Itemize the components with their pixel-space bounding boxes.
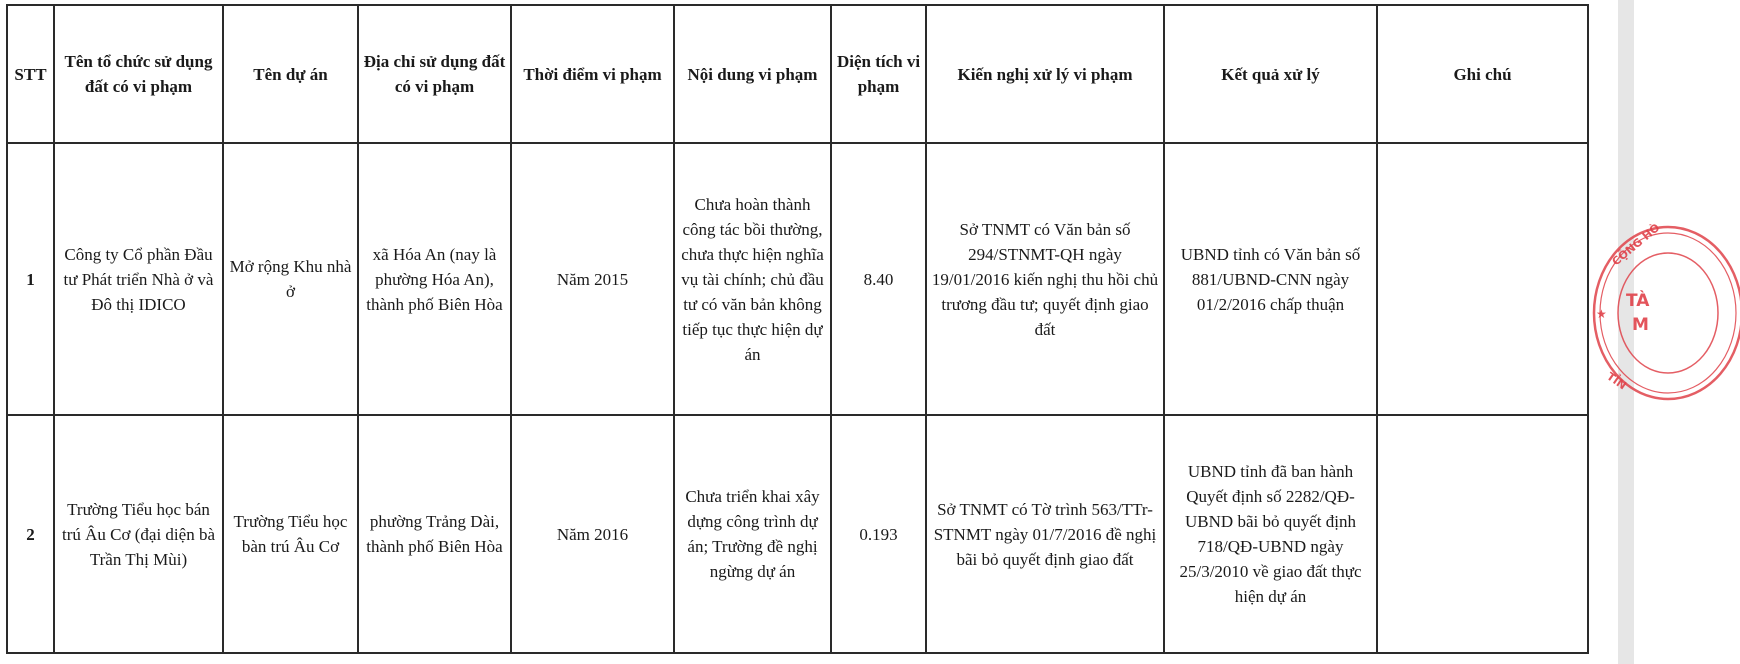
header-area: Diện tích vi phạm xyxy=(831,5,926,143)
cell-project: Trường Tiểu học bàn trú Âu Cơ xyxy=(223,415,358,653)
cell-note xyxy=(1377,143,1588,415)
cell-project: Mở rộng Khu nhà ở xyxy=(223,143,358,415)
cell-organization: Trường Tiểu học bán trú Âu Cơ (đại diện bà Trần Thị Mùi) xyxy=(54,415,223,653)
header-organization: Tên tổ chức sử dụng đất có vi phạm xyxy=(54,5,223,143)
cell-result: UBND tỉnh có Văn bản số 881/UBND-CNN ngày 01/2/2016 chấp thuận xyxy=(1164,143,1377,415)
stamp-text-ta: TÀ xyxy=(1626,291,1650,311)
header-time: Thời điểm vi phạm xyxy=(511,5,674,143)
stamp-star-icon: ★ xyxy=(1596,307,1607,321)
cell-address: xã Hóa An (nay là phường Hóa An), thành phố Biên Hòa xyxy=(358,143,511,415)
stamp-text-top: CỘNG HÒ xyxy=(1609,221,1663,269)
cell-stt: 2 xyxy=(7,415,54,653)
cell-content: Chưa triển khai xây dựng công trình dự án; Trường đề nghị ngừng dự án xyxy=(674,415,831,653)
red-seal-stamp-icon xyxy=(1590,218,1740,408)
cell-recommendation: Sở TNMT có Văn bản số 294/STNMT-QH ngày 19/01/2016 kiến nghị thu hồi chủ trương đầu tư; quyết định giao đất xyxy=(926,143,1164,415)
header-result: Kết quả xử lý xyxy=(1164,5,1377,143)
cell-note xyxy=(1377,415,1588,653)
header-note: Ghi chú xyxy=(1377,5,1588,143)
table-row xyxy=(7,143,1588,415)
cell-area: 0.193 xyxy=(831,415,926,653)
table-row xyxy=(7,415,1588,653)
page-margin xyxy=(1618,0,1634,664)
stamp-text-m: M xyxy=(1632,315,1649,335)
cell-time: Năm 2016 xyxy=(511,415,674,653)
header-address: Địa chỉ sử dụng đất có vi phạm xyxy=(358,5,511,143)
land-violation-table xyxy=(6,4,1589,654)
cell-address: phường Trảng Dài, thành phố Biên Hòa xyxy=(358,415,511,653)
header-recommendation: Kiến nghị xử lý vi phạm xyxy=(926,5,1164,143)
header-content: Nội dung vi phạm xyxy=(674,5,831,143)
cell-organization: Công ty Cổ phần Đầu tư Phát triển Nhà ở và Đô thị IDICO xyxy=(54,143,223,415)
cell-content: Chưa hoàn thành công tác bồi thường, chưa thực hiện nghĩa vụ tài chính; chủ đầu tư có văn bản không tiếp tục thực hiện dự án xyxy=(674,143,831,415)
cell-time: Năm 2015 xyxy=(511,143,674,415)
table-header-row xyxy=(7,5,1588,143)
header-stt: STT xyxy=(7,5,54,143)
cell-recommendation: Sở TNMT có Tờ trình 563/TTr-STNMT ngày 01/7/2016 đề nghị bãi bỏ quyết định giao đất xyxy=(926,415,1164,653)
stamp-text-bottom: TỈN xyxy=(1604,369,1629,393)
cell-result: UBND tỉnh đã ban hành Quyết định số 2282/QĐ-UBND bãi bỏ quyết định 718/QĐ-UBND ngày 25/3/2010 về giao đất thực hiện dự án xyxy=(1164,415,1377,653)
cell-area: 8.40 xyxy=(831,143,926,415)
header-project: Tên dự án xyxy=(223,5,358,143)
cell-stt: 1 xyxy=(7,143,54,415)
